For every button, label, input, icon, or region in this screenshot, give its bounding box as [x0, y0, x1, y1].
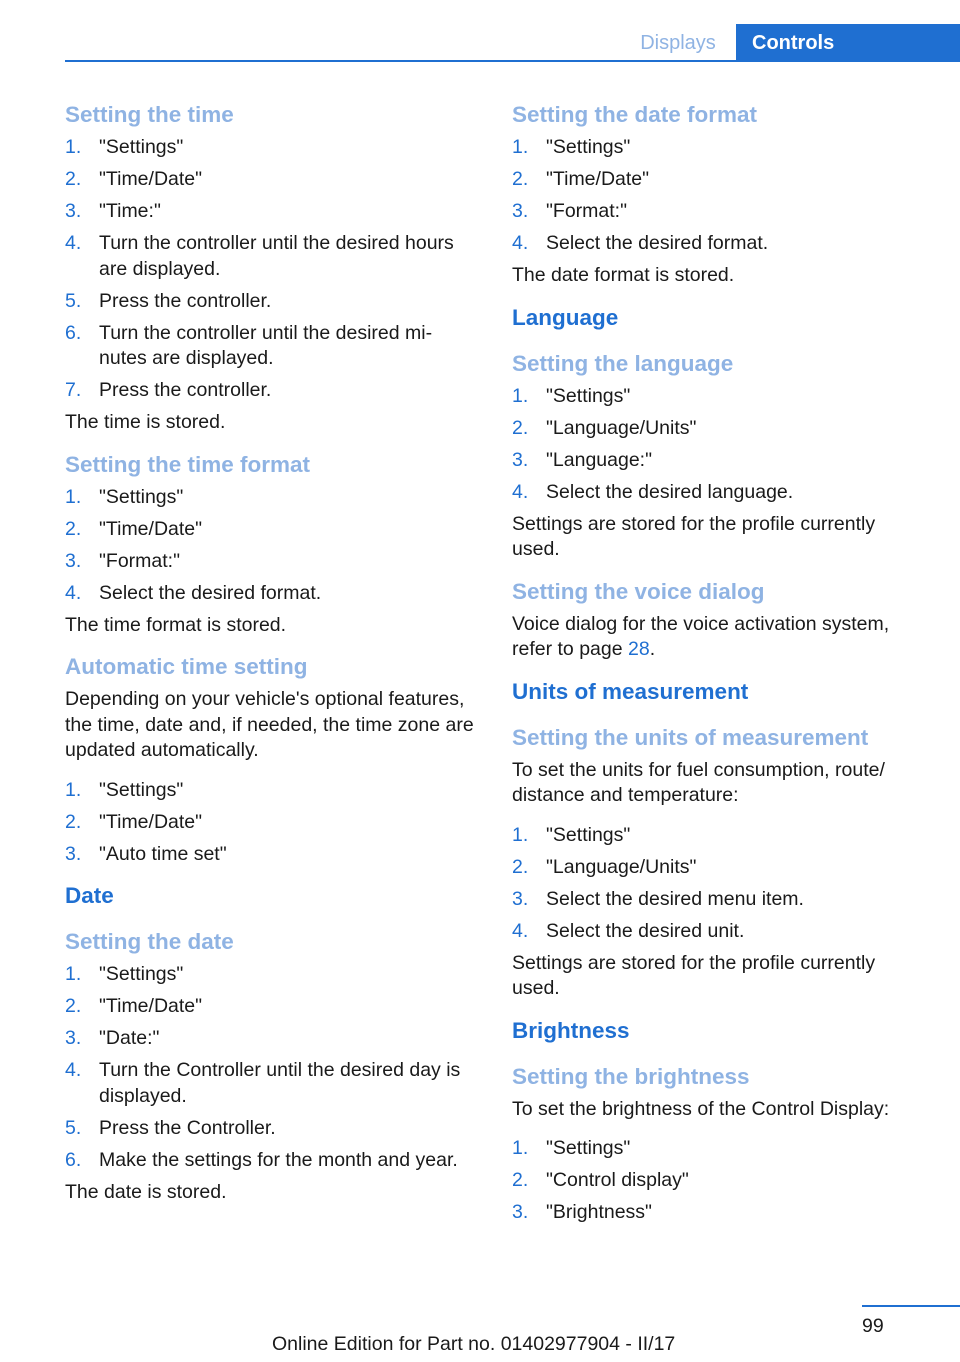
- step-text: "Time/Date": [99, 517, 203, 540]
- section-heading: Setting the date format: [512, 102, 758, 127]
- list-item: [65, 1026, 485, 1052]
- list-item: [512, 855, 912, 881]
- section-setting-time-format: [65, 450, 485, 639]
- step-list: [512, 135, 912, 257]
- step-text: "Settings": [546, 823, 631, 846]
- step-list: [65, 962, 485, 1173]
- section-date: [65, 881, 485, 1205]
- list-item: [65, 581, 485, 607]
- voice-text-end: .: [649, 638, 656, 660]
- chapter-heading: Brightness: [512, 1017, 630, 1043]
- step-number: 2.: [65, 517, 82, 540]
- step-number: 4.: [512, 232, 529, 254]
- list-item: [512, 1200, 912, 1226]
- list-item: [512, 823, 912, 849]
- step-text: Select the desired format.: [99, 581, 322, 604]
- step-text: "Settings": [546, 136, 631, 158]
- step-text: Press the controller.: [99, 289, 272, 312]
- step-number: 1.: [65, 136, 82, 158]
- section-note: Settings are stored for the profile currently used.: [512, 951, 876, 999]
- section-heading: Setting the time format: [65, 451, 311, 477]
- step-number: 1.: [512, 136, 529, 158]
- list-item: [512, 384, 912, 410]
- step-number: 4.: [65, 232, 82, 254]
- step-text: "Settings": [99, 136, 184, 158]
- step-text: "Language/Units": [546, 416, 697, 439]
- step-text: "Time/Date": [546, 168, 650, 190]
- step-text: "Time/Date": [99, 995, 203, 1017]
- list-item: [512, 480, 912, 506]
- step-list: [512, 823, 912, 945]
- section-heading: Setting the brightness: [512, 1063, 750, 1089]
- step-text: "Settings": [546, 1137, 631, 1159]
- step-number: 4.: [512, 480, 529, 503]
- step-text: "Date:": [99, 1027, 160, 1049]
- step-list: [512, 1136, 912, 1226]
- list-item: [65, 962, 485, 988]
- list-item: [65, 321, 485, 372]
- step-text: Turn the Controller until the desired day is displayed.: [99, 1059, 461, 1107]
- left-column: [65, 100, 485, 1219]
- step-number: 1.: [512, 823, 529, 846]
- list-item: [65, 378, 485, 404]
- step-text: "Language:": [546, 448, 653, 471]
- chapter-heading: Date: [65, 883, 114, 908]
- step-text: "Time/Date": [99, 810, 203, 833]
- page-number: 99: [862, 1315, 884, 1337]
- step-number: 2.: [512, 168, 529, 190]
- step-list: [65, 778, 485, 868]
- step-number: 5.: [65, 1116, 82, 1139]
- step-number: 2.: [65, 810, 82, 833]
- step-text: "Auto time set": [99, 842, 227, 865]
- list-item: [65, 994, 485, 1020]
- step-number: 2.: [65, 168, 82, 190]
- list-item: [512, 199, 912, 225]
- step-text: "Settings": [546, 384, 631, 407]
- step-text: Select the desired format.: [546, 232, 769, 254]
- list-item: [65, 231, 485, 282]
- section-heading: Setting the units of measurement: [512, 724, 869, 750]
- step-number: 1.: [65, 485, 82, 508]
- step-number: 3.: [65, 549, 82, 572]
- list-item: [65, 1058, 485, 1109]
- tab-displays[interactable]: Displays: [640, 32, 716, 54]
- section-heading: Automatic time setting: [65, 654, 308, 679]
- list-item: [512, 167, 912, 193]
- list-item: [65, 842, 485, 868]
- step-number: 1.: [65, 963, 82, 985]
- section-note: Settings are stored for the profile currently used.: [512, 512, 876, 560]
- list-item: [65, 1116, 485, 1142]
- step-number: 4.: [512, 919, 529, 942]
- list-item: [65, 199, 485, 225]
- step-number: 3.: [65, 842, 82, 865]
- step-list: [65, 135, 485, 404]
- list-item: [65, 135, 485, 161]
- list-item: [65, 167, 485, 193]
- section-units: [512, 677, 912, 1002]
- section-language: [512, 303, 912, 563]
- step-text: "Time:": [99, 200, 161, 222]
- step-number: 2.: [512, 416, 529, 439]
- section-note: The time is stored.: [65, 411, 226, 433]
- step-text: Press the controller.: [99, 379, 272, 401]
- step-number: 2.: [65, 995, 82, 1017]
- footer-divider: [862, 1305, 960, 1307]
- step-number: 2.: [512, 855, 529, 878]
- section-heading: Setting the language: [512, 350, 734, 376]
- step-number: 7.: [65, 379, 82, 401]
- list-item: [512, 887, 912, 913]
- step-text: "Control display": [546, 1169, 689, 1191]
- step-number: 3.: [512, 448, 529, 471]
- list-item: [512, 919, 912, 945]
- section-heading: Setting the voice dialog: [512, 578, 765, 604]
- section-text: To set the brightness of the Control Display:: [512, 1097, 890, 1120]
- section-note: The date is stored.: [65, 1180, 227, 1203]
- list-item: [512, 1136, 912, 1162]
- edition-label: Online Edition for Part no. 01402977904 - II/17: [272, 1333, 676, 1355]
- section-setting-date-format: [512, 100, 912, 289]
- step-text: "Format:": [546, 200, 628, 222]
- page-header: [0, 0, 960, 64]
- step-number: 3.: [65, 1027, 82, 1049]
- list-item: [512, 135, 912, 161]
- step-number: 3.: [65, 200, 82, 222]
- step-number: 2.: [512, 1169, 529, 1191]
- step-text: "Settings": [99, 963, 184, 985]
- section-automatic-time-setting: [65, 652, 485, 867]
- step-number: 3.: [512, 200, 529, 222]
- step-number: 3.: [512, 1201, 529, 1223]
- step-text: Turn the controller until the desired mi‐ nutes are displayed.: [99, 321, 433, 369]
- section-brightness: [512, 1016, 912, 1226]
- step-list: [512, 384, 912, 506]
- voice-text: Voice dialog for the voice activation system, refer to page: [512, 612, 890, 660]
- step-text: "Language/Units": [546, 855, 697, 878]
- section-note: The time format is stored.: [65, 613, 287, 636]
- section-heading: Setting the time: [65, 102, 234, 127]
- section-text: [512, 612, 912, 663]
- step-text: "Settings": [99, 778, 184, 801]
- page-link-28[interactable]: 28: [628, 638, 650, 660]
- step-number: 3.: [512, 887, 529, 910]
- step-text: Select the desired language.: [546, 480, 794, 503]
- right-column: [512, 100, 912, 1240]
- list-item: [65, 485, 485, 511]
- chapter-heading: Language: [512, 304, 619, 330]
- list-item: [65, 289, 485, 315]
- section-note: The date format is stored.: [512, 264, 735, 286]
- list-item: [65, 778, 485, 804]
- step-text: Turn the controller until the desired hours are displayed.: [99, 232, 454, 280]
- list-item: [512, 231, 912, 257]
- step-number: 1.: [512, 1137, 529, 1159]
- step-number: 4.: [65, 1059, 82, 1081]
- step-text: Select the desired unit.: [546, 919, 745, 942]
- step-number: 6.: [65, 1148, 82, 1171]
- step-text: "Format:": [99, 549, 181, 572]
- list-item: [65, 517, 485, 543]
- list-item: [65, 549, 485, 575]
- step-text: "Time/Date": [99, 168, 203, 190]
- step-list: [65, 485, 485, 607]
- step-text: Select the desired menu item.: [546, 887, 804, 910]
- step-number: 4.: [65, 581, 82, 604]
- step-number: 6.: [65, 321, 82, 344]
- section-voice-dialog: [512, 577, 912, 663]
- header-divider: [65, 60, 960, 62]
- section-text: Depending on your vehicle's optional features, the time, date and, if needed, the time zone are updated automatically.: [65, 688, 474, 761]
- list-item: [512, 1168, 912, 1194]
- tab-controls[interactable]: Controls: [736, 24, 960, 62]
- step-text: Press the Controller.: [99, 1116, 276, 1139]
- step-number: 5.: [65, 289, 82, 312]
- step-number: 1.: [512, 384, 529, 407]
- list-item: [65, 1148, 485, 1174]
- step-text: "Brightness": [546, 1201, 652, 1223]
- list-item: [512, 416, 912, 442]
- step-text: Make the settings for the month and year.: [99, 1148, 458, 1171]
- section-heading: Setting the date: [65, 929, 234, 954]
- list-item: [512, 448, 912, 474]
- step-text: "Settings": [99, 485, 184, 508]
- list-item: [65, 810, 485, 836]
- section-text: To set the units for fuel consumption, route/ distance and temperature:: [512, 758, 885, 806]
- step-number: 1.: [65, 778, 82, 801]
- chapter-heading: Units of measurement: [512, 678, 749, 704]
- section-setting-time: [65, 100, 485, 436]
